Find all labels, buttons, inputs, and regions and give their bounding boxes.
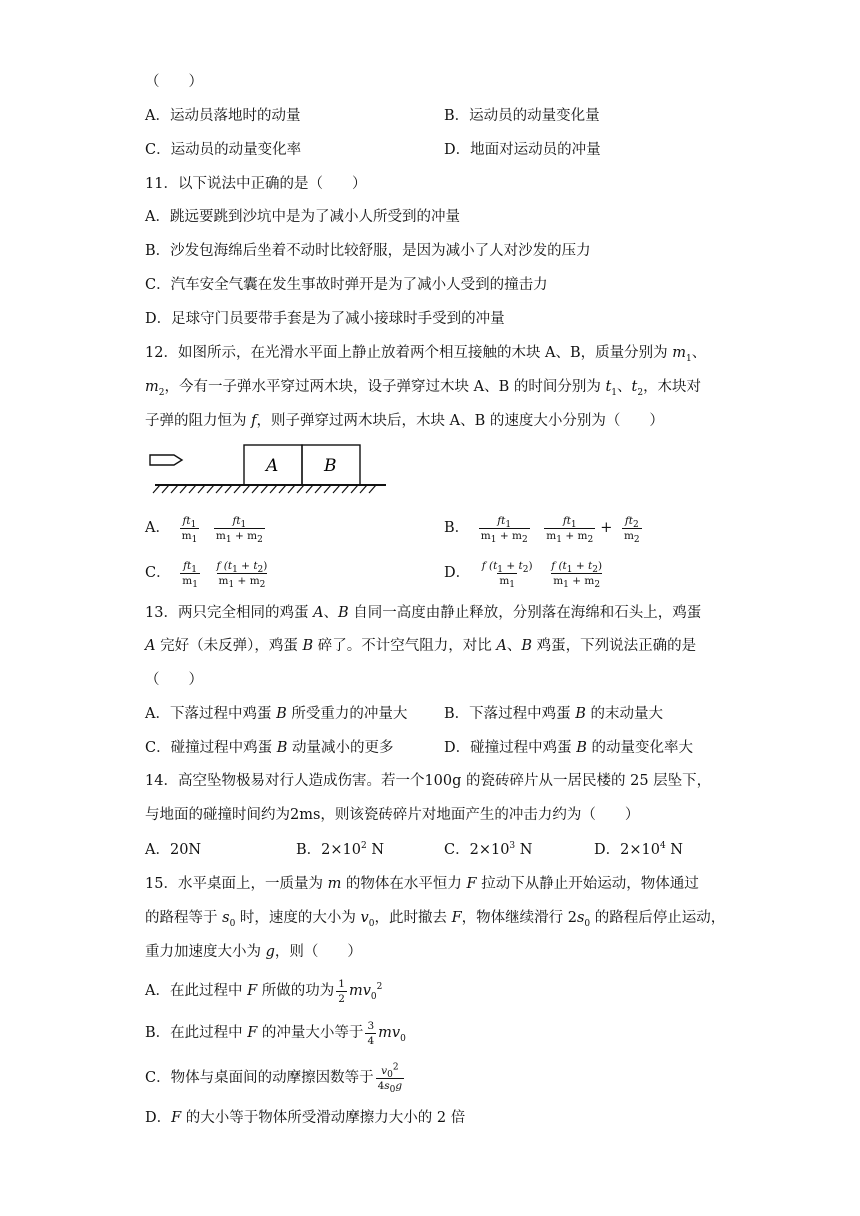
- block-b-label: B: [324, 456, 337, 476]
- hatch-mark: [207, 485, 214, 493]
- q12-option-a: A． $\frac{ft_1}{m_1}$ $\frac{ft_1}{m_1 + m_2}$: [145, 514, 263, 545]
- q12-stem-line2: $m_2$，今有一子弹水平穿过两木块，设子弹穿过木块 A、B 的时间分别为 $t_1$、$t_2$，木块对: [145, 379, 702, 398]
- hatch-mark: [324, 485, 331, 493]
- q14-stem-line2: 与地面的碰撞时间约为2ms，则该瓷砖碎片对地面产生的冲击力约为（ ）: [145, 807, 640, 823]
- q14-option-c: C．$2\times 10^3$ N: [444, 841, 533, 858]
- q13-option-b: B．下落过程中鸡蛋 B 的末动量大: [444, 706, 664, 722]
- q15-option-c: C．物体与桌面间的动摩擦因数等于 $\frac{v_0^2}{4s_0g}$: [145, 1062, 403, 1095]
- hatch-mark: [279, 485, 286, 493]
- q15-stem-line2: 的路程等于 $s_0$ 时，速度的大小为 $v_0$，此时撤去 F，物体继续滑行 $2s_0$ 的路程后停止运动，: [145, 910, 726, 929]
- hatch-mark: [315, 485, 322, 493]
- hatch-mark: [180, 485, 187, 493]
- q13-tail: （ ）: [145, 672, 203, 688]
- hatch-mark: [234, 485, 241, 493]
- hatch-mark: [261, 485, 268, 493]
- hatch-mark: [198, 485, 205, 493]
- q14-option-d: D．$2\times 10^4$ N: [594, 841, 683, 858]
- q11-option-a: A．跳远要跳到沙坑中是为了减小人所受到的冲量: [145, 209, 460, 225]
- bullet-icon: [150, 455, 182, 465]
- hatch-mark: [360, 485, 367, 493]
- q13-stem-line2: A 完好（未反弹），鸡蛋 B 碎了。不计空气阻力，对比 A、B 鸡蛋，下列说法正确的是: [145, 638, 697, 654]
- q11-option-d: D．足球守门员要带手套是为了减小接球时手受到的冲量: [145, 311, 505, 327]
- hatch-mark: [216, 485, 223, 493]
- q12-option-d: D． $\frac{f (t_1 + t_2)}{m_1}$ $\frac{f (t_1 + t_2)}{m_1 + m_2}$: [444, 559, 603, 590]
- hatch-mark: [153, 485, 160, 493]
- block-a-label: A: [266, 456, 279, 476]
- q13-option-d: D．碰撞过程中鸡蛋 B 的动量变化率大: [444, 740, 693, 756]
- q11-option-b: B．沙发包海绵后坐着不动时比较舒服，是因为减小了人对沙发的压力: [145, 243, 591, 259]
- q12-figure: [148, 440, 393, 495]
- hatch-mark: [162, 485, 169, 493]
- q13-option-c: C．碰撞过程中鸡蛋 B 动量减小的更多: [145, 740, 394, 756]
- hatch-mark: [270, 485, 277, 493]
- q13-option-a: A．下落过程中鸡蛋 B 所受重力的冲量大: [145, 706, 408, 722]
- q10-option-d: D．地面对运动员的冲量: [444, 142, 601, 158]
- q12-stem-line3: 子弹的阻力恒为 f，则子弹穿过两木块后，木块 A、B 的速度大小分别为（ ）: [145, 413, 664, 429]
- q10-tail: （ ）: [145, 74, 203, 90]
- q10-option-a: A．运动员落地时的动量: [145, 108, 301, 124]
- hatch-mark: [252, 485, 259, 493]
- q10-option-b: B．运动员的动量变化量: [444, 108, 600, 124]
- q10-option-c: C．运动员的动量变化率: [145, 142, 302, 158]
- q15-stem-line1: 15．水平桌面上，一质量为 m 的物体在水平恒力 F 拉动下从静止开始运动，物体通过: [145, 876, 699, 892]
- q15-option-b: B．在此过程中 F 的冲量大小等于 $\frac{3}{4}$ $mv_0$: [145, 1019, 406, 1047]
- q12-stem-line1: 12．如图所示，在光滑水平面上静止放着两个相互接触的木块 A、B，质量分别为 $m_1$、: [145, 345, 707, 364]
- hatch-mark: [369, 485, 376, 493]
- q11-option-c: C．汽车安全气囊在发生事故时弹开是为了减小人受到的撞击力: [145, 277, 548, 293]
- hatch-mark: [342, 485, 349, 493]
- q12-option-b: B． $\frac{ft_1}{m_1 + m_2}$ $\frac{ft_1}{m_1 + m_2}$ + $\frac{ft_2}{m_2}$: [444, 514, 640, 545]
- hatch-mark: [288, 485, 295, 493]
- q15-stem-line3: 重力加速度大小为 g，则（ ）: [145, 944, 362, 960]
- hatch-mark: [297, 485, 304, 493]
- ground-hatching: [153, 485, 376, 493]
- q15-option-d: D．F 的大小等于物体所受滑动摩擦力大小的 2 倍: [145, 1110, 466, 1126]
- q12-option-c: C． $\frac{ft_1}{m_1}$ $\frac{f (t_1 + t_2)}{m_1 + m_2}$: [145, 559, 268, 590]
- q14-stem-line1: 14．高空坠物极易对行人造成伤害。若一个100g 的瓷砖碎片从一居民楼的 25 层坠下，: [145, 773, 712, 789]
- hatch-mark: [306, 485, 313, 493]
- hatch-mark: [171, 485, 178, 493]
- q14-option-a: A．20N: [145, 842, 202, 858]
- q13-stem-line1: 13．两只完全相同的鸡蛋 A、B 自同一高度由静止释放，分别落在海绵和石头上，鸡蛋: [145, 605, 702, 621]
- q15-option-a: A．在此过程中 F 所做的功为 $\frac{1}{2}$ $mv_0^2$: [145, 977, 383, 1005]
- hatch-mark: [225, 485, 232, 493]
- hatch-mark: [189, 485, 196, 493]
- hatch-mark: [333, 485, 340, 493]
- q11-stem: 11．以下说法中正确的是（ ）: [145, 176, 367, 192]
- q14-option-b: B．$2\times 10^2$ N: [296, 841, 385, 858]
- hatch-mark: [243, 485, 250, 493]
- hatch-mark: [351, 485, 358, 493]
